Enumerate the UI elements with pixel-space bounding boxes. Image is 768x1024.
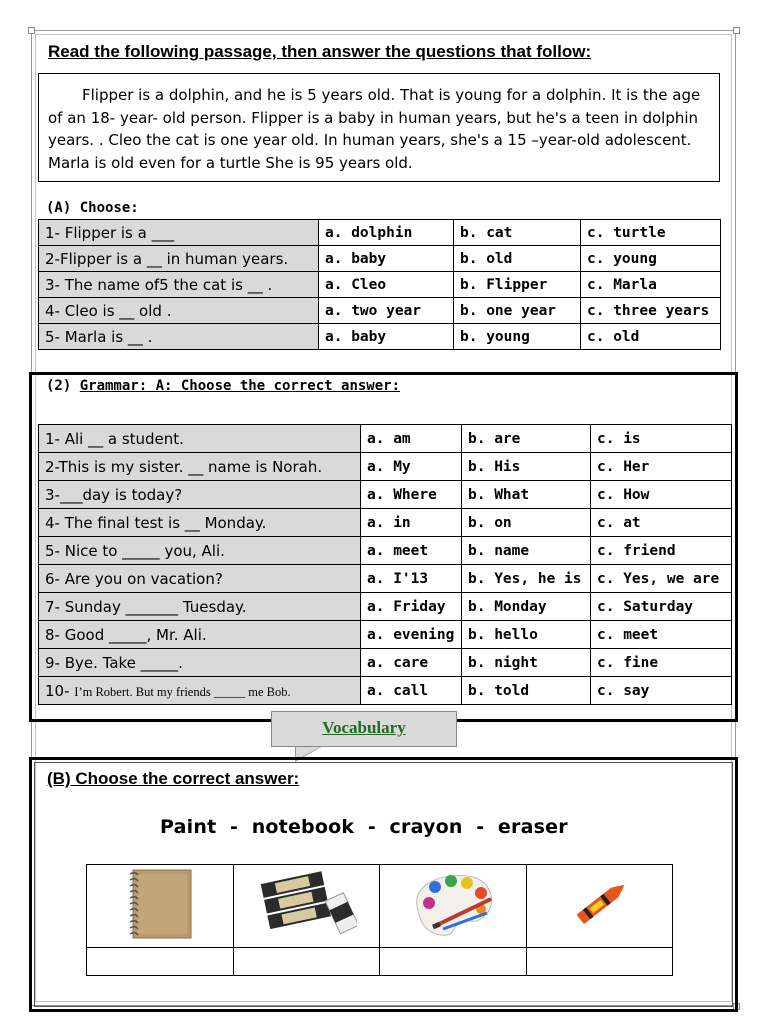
question-row bbox=[39, 298, 721, 324]
option-a[interactable]: a. Cleo bbox=[319, 272, 454, 298]
option-b[interactable]: b. night bbox=[462, 649, 591, 677]
question-text: 4- The final test is __ Monday. bbox=[39, 509, 361, 537]
option-c[interactable]: c. Marla bbox=[581, 272, 721, 298]
question-text: 4- Cleo is __ old . bbox=[39, 298, 319, 324]
vocabulary-title: Vocabulary bbox=[322, 718, 406, 737]
question-row bbox=[39, 220, 721, 246]
question-text: 5- Marla is __ . bbox=[39, 324, 319, 350]
option-a[interactable]: a. in bbox=[361, 509, 462, 537]
eraser-image bbox=[257, 871, 357, 937]
option-c[interactable]: c. friend bbox=[591, 537, 732, 565]
option-c[interactable]: c. three years bbox=[581, 298, 721, 324]
word-bank: Paint - notebook - crayon - eraser bbox=[160, 816, 568, 838]
passage-text: Flipper is a dolphin, and he is 5 years old. That is young for a dolphin. It is the age of an 18- year- old person. Flipper is a baby in human years, but he's a teen in dolphin years. . Cleo the cat is one year old. In human years, she's a 15 –year-old adolescent. Marla is old even for a turtle She is 95 years old. bbox=[48, 86, 701, 172]
question-text: 2-Flipper is a __ in human years. bbox=[39, 246, 319, 272]
option-a[interactable]: a. call bbox=[361, 677, 462, 705]
question-row bbox=[39, 537, 732, 565]
option-a[interactable]: a. evening bbox=[361, 621, 462, 649]
option-c[interactable]: c. meet bbox=[591, 621, 732, 649]
option-a[interactable]: a. baby bbox=[319, 246, 454, 272]
picture-cell bbox=[380, 865, 527, 948]
question-row bbox=[39, 649, 732, 677]
question-row bbox=[39, 677, 732, 705]
question-row bbox=[39, 593, 732, 621]
option-a[interactable]: a. care bbox=[361, 649, 462, 677]
option-c[interactable]: c. Yes, we are bbox=[591, 565, 732, 593]
question-row bbox=[39, 565, 732, 593]
question-number: 10- bbox=[45, 681, 75, 700]
reading-passage bbox=[38, 73, 720, 182]
grammar-label bbox=[46, 378, 400, 394]
frame-corner bbox=[733, 27, 740, 34]
question-row bbox=[39, 425, 732, 453]
option-b[interactable]: b. Flipper bbox=[454, 272, 581, 298]
option-a[interactable]: a. My bbox=[361, 453, 462, 481]
grammar-label-title: Grammar: A: Choose the correct answer: bbox=[79, 378, 401, 394]
option-b[interactable]: b. What bbox=[462, 481, 591, 509]
question-row bbox=[39, 324, 721, 350]
picture-cell bbox=[234, 865, 380, 948]
notebook-image bbox=[127, 868, 193, 940]
option-a[interactable]: a. dolphin bbox=[319, 220, 454, 246]
section-a-label: (A) Choose: bbox=[46, 200, 139, 216]
frame-corner bbox=[28, 27, 35, 34]
section-a-table bbox=[38, 219, 721, 350]
crayon-image bbox=[565, 874, 635, 934]
grammar-label-prefix: (2) bbox=[46, 378, 80, 394]
vocabulary-callout bbox=[271, 711, 457, 747]
option-c[interactable]: c. say bbox=[591, 677, 732, 705]
answer-cell[interactable] bbox=[87, 948, 234, 976]
answer-cell[interactable] bbox=[527, 948, 673, 976]
question-text: 8- Good _____, Mr. Ali. bbox=[39, 621, 361, 649]
option-a[interactable]: a. Where bbox=[361, 481, 462, 509]
option-b[interactable]: b. told bbox=[462, 677, 591, 705]
option-a[interactable]: a. two year bbox=[319, 298, 454, 324]
question-text: 5- Nice to _____ you, Ali. bbox=[39, 537, 361, 565]
question-text bbox=[39, 677, 361, 705]
option-c[interactable]: c. old bbox=[581, 324, 721, 350]
question-row bbox=[39, 621, 732, 649]
option-b[interactable]: b. His bbox=[462, 453, 591, 481]
question-text: 3- The name of5 the cat is __ . bbox=[39, 272, 319, 298]
instructions-heading: Read the following passage, then answer the questions that follow: bbox=[48, 42, 592, 61]
option-a[interactable]: a. meet bbox=[361, 537, 462, 565]
picture-table bbox=[86, 864, 673, 976]
option-b[interactable]: b. old bbox=[454, 246, 581, 272]
option-a[interactable]: a. baby bbox=[319, 324, 454, 350]
option-b[interactable]: b. are bbox=[462, 425, 591, 453]
question-small-text: I’m Robert. But my friends _____ me Bob. bbox=[74, 684, 291, 699]
picture-cell bbox=[527, 865, 673, 948]
option-b[interactable]: b. Yes, he is bbox=[462, 565, 591, 593]
option-b[interactable]: b. young bbox=[454, 324, 581, 350]
option-b[interactable]: b. one year bbox=[454, 298, 581, 324]
option-b[interactable]: b. hello bbox=[462, 621, 591, 649]
question-row bbox=[39, 481, 732, 509]
question-text: 3-___day is today? bbox=[39, 481, 361, 509]
option-b[interactable]: b. name bbox=[462, 537, 591, 565]
option-a[interactable]: a. Friday bbox=[361, 593, 462, 621]
question-row bbox=[39, 453, 732, 481]
answer-cell[interactable] bbox=[380, 948, 527, 976]
option-a[interactable]: a. am bbox=[361, 425, 462, 453]
option-c[interactable]: c. turtle bbox=[581, 220, 721, 246]
option-c[interactable]: c. Saturday bbox=[591, 593, 732, 621]
question-text: 6- Are you on vacation? bbox=[39, 565, 361, 593]
option-c[interactable]: c. at bbox=[591, 509, 732, 537]
question-row bbox=[39, 509, 732, 537]
option-c[interactable]: c. Her bbox=[591, 453, 732, 481]
question-text: 1- Flipper is a ___ bbox=[39, 220, 319, 246]
option-a[interactable]: a. I'13 bbox=[361, 565, 462, 593]
picture-cell bbox=[87, 865, 234, 948]
section-b-label: (B) Choose the correct answer: bbox=[47, 769, 300, 788]
question-text: 7- Sunday _______ Tuesday. bbox=[39, 593, 361, 621]
option-c[interactable]: c. is bbox=[591, 425, 732, 453]
question-text: 9- Bye. Take _____. bbox=[39, 649, 361, 677]
option-b[interactable]: b. cat bbox=[454, 220, 581, 246]
question-text: 1- Ali __ a student. bbox=[39, 425, 361, 453]
option-b[interactable]: b. Monday bbox=[462, 593, 591, 621]
option-c[interactable]: c. fine bbox=[591, 649, 732, 677]
question-text: 2-This is my sister. __ name is Norah. bbox=[39, 453, 361, 481]
question-row bbox=[39, 246, 721, 272]
paint-palette-image bbox=[407, 869, 499, 939]
question-row bbox=[39, 272, 721, 298]
option-c[interactable]: c. young bbox=[581, 246, 721, 272]
option-b[interactable]: b. on bbox=[462, 509, 591, 537]
answer-cell[interactable] bbox=[234, 948, 380, 976]
option-c[interactable]: c. How bbox=[591, 481, 732, 509]
grammar-table bbox=[38, 424, 732, 705]
